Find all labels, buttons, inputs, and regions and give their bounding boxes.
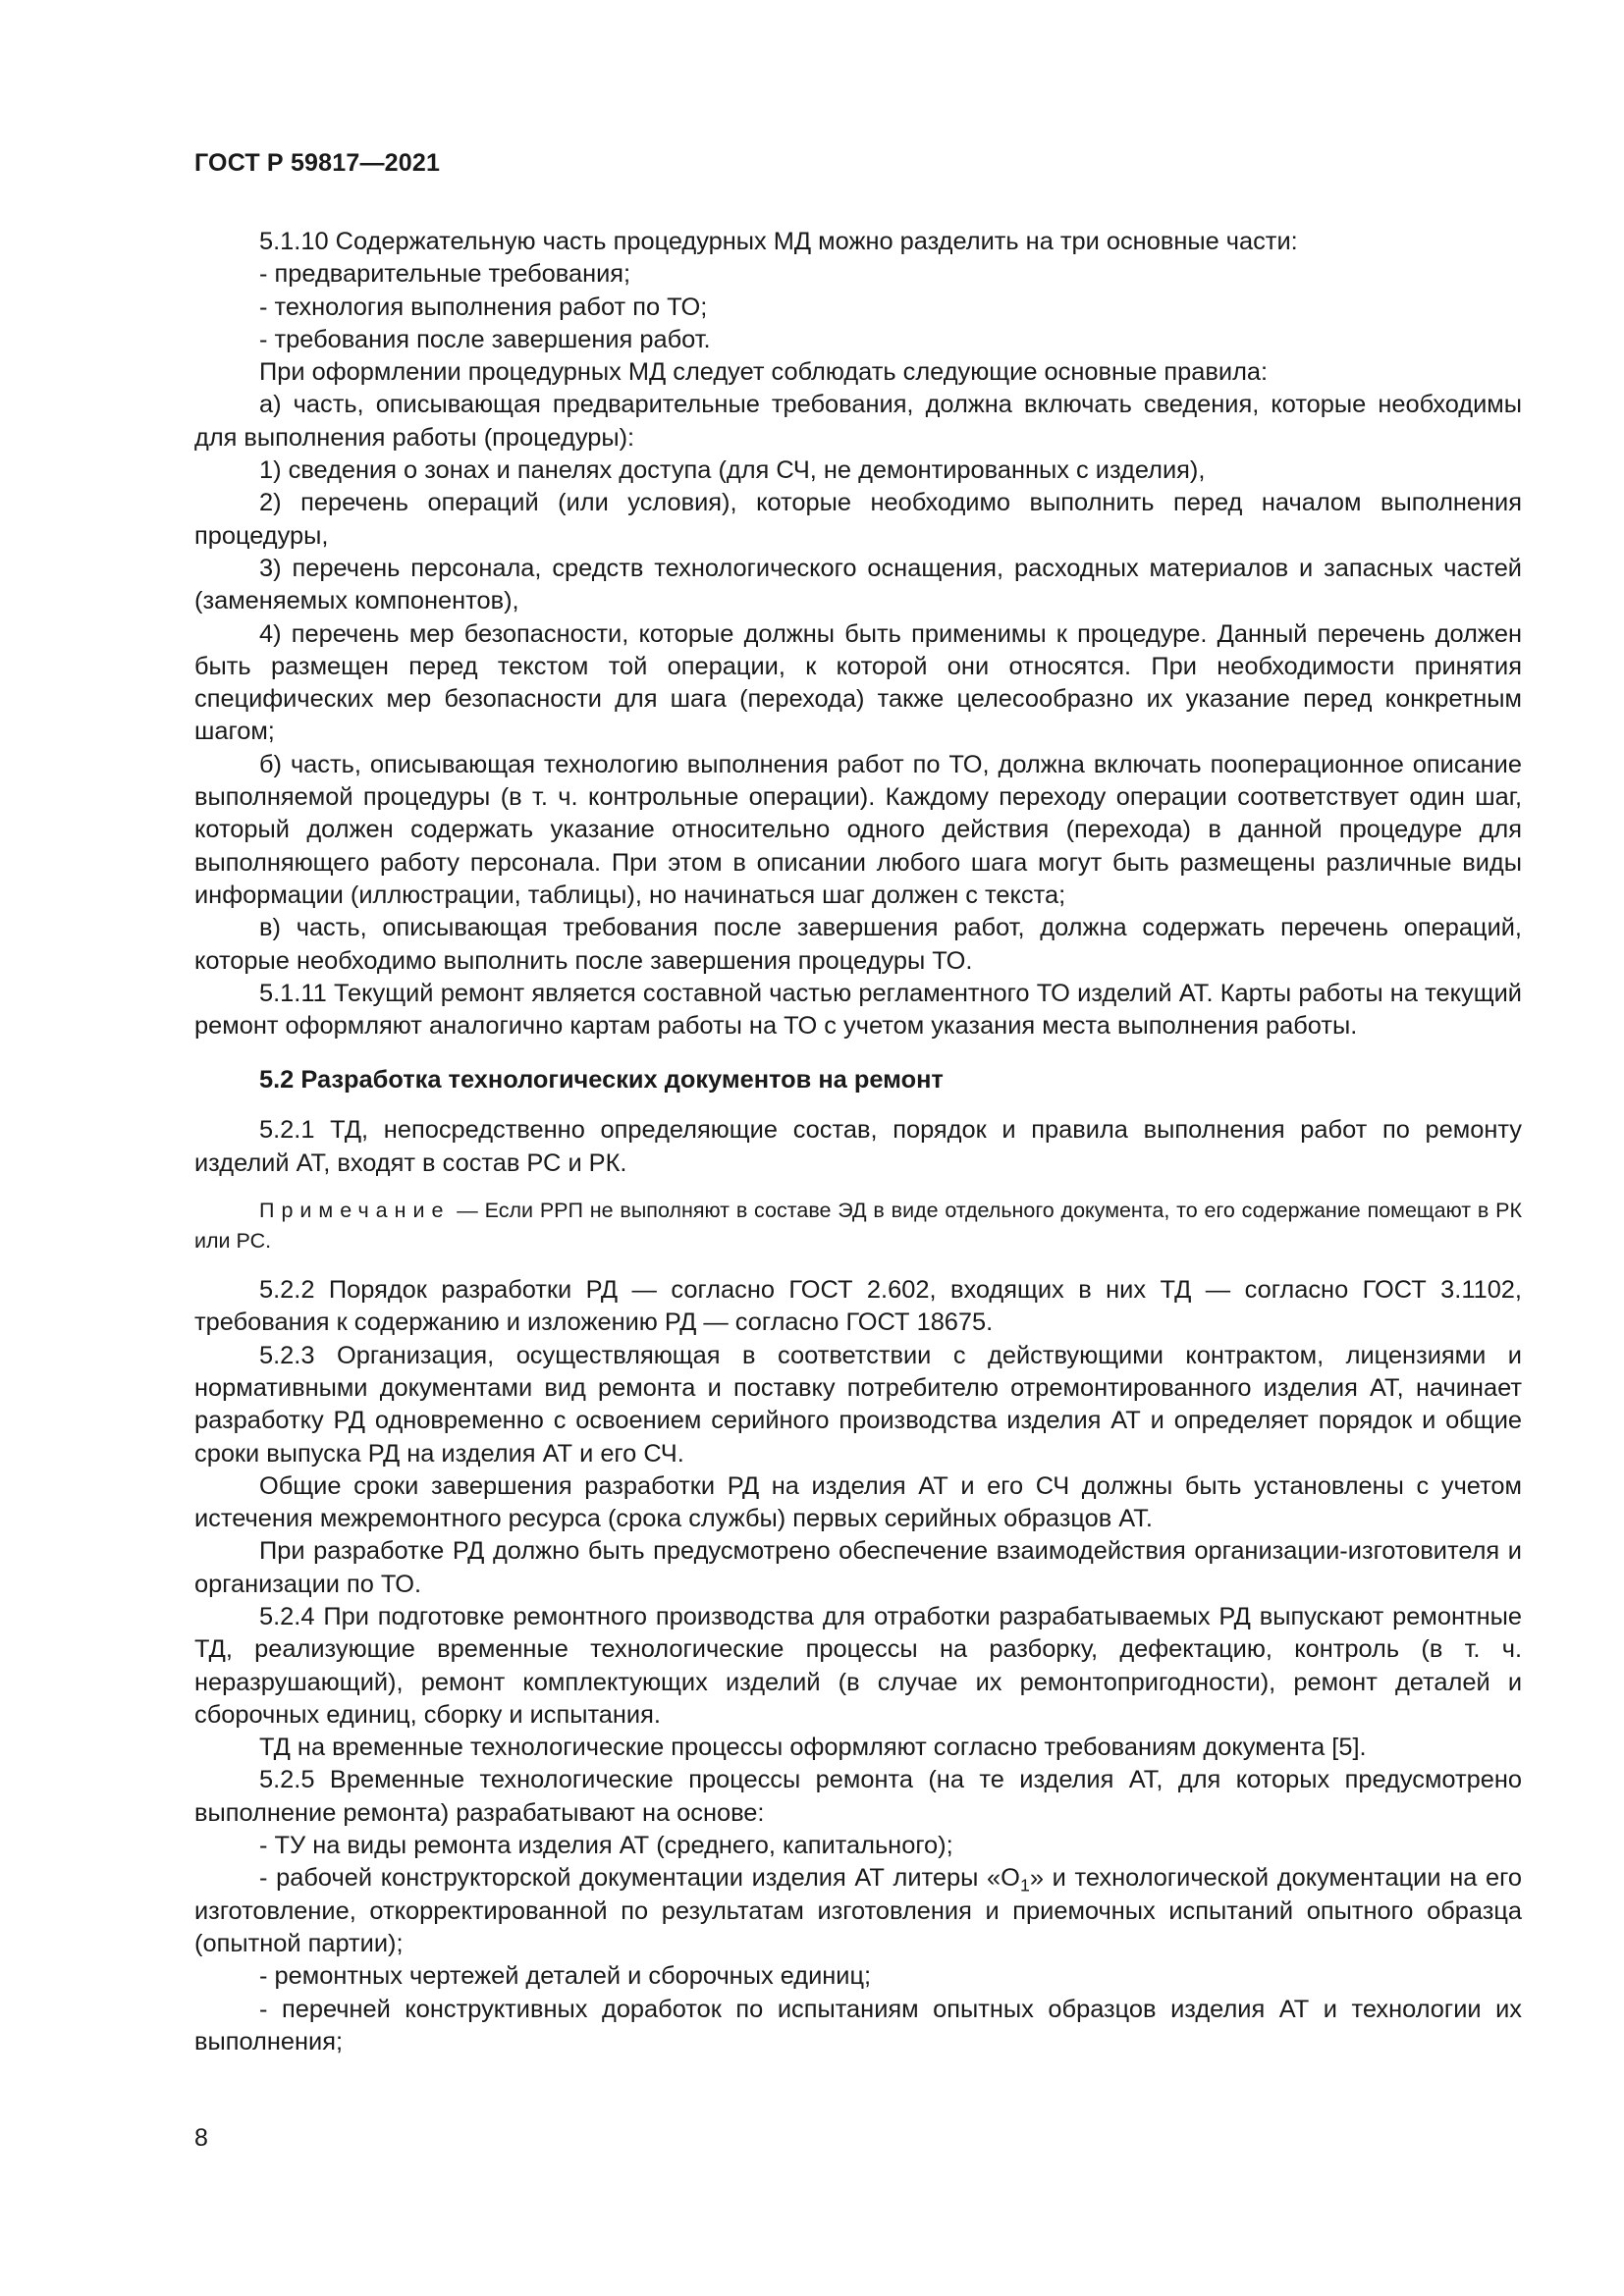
list-item: 3) перечень персонала, средств технологического оснащения, расходных материалов и запасных частей (заменяемых компонентов), [194,554,1522,615]
paragraph: 5.1.11 Текущий ремонт является составной частью регламентного ТО изделий АТ. Карты работы на текущий ремонт оформляют аналогично картам работы на ТО с учетом указания места выполнения работы. [194,979,1522,1041]
paragraph: в) часть, описывающая требования после завершения работ, должна содержать перечень операций, которые необходимо выполнить после завершения процедуры ТО. [194,914,1522,975]
paragraph: 5.1.10 Содержательную часть процедурных МД можно разделить на три основные части: [259,228,1298,255]
paragraph: При разработке РД должно быть предусмотрено обеспечение взаимодействия организации-изготовителя и организации по ТО. [194,1537,1522,1598]
page-body [194,226,1522,2058]
paragraph: б) часть, описывающая технологию выполнения работ по ТО, должна включать пооперационное описание выполняемой процедуры (в т. ч. контрольные операции). Каждому переходу операции соответствует один шаг, который должен содержать указание относительно одного действия (перехода) в данной процедуре для выполняющего работу персонала. При этом в описании любого шага могут быть размещены различные виды информации (иллюстрации, таблицы), но начинаться шаг должен с текста; [194,750,1522,909]
paragraph: а) часть, описывающая предварительные требования, должна включать сведения, которые необходимы для выполнения работы (процедуры): [194,391,1522,452]
list-item: - технология выполнения работ по ТО; [259,293,708,321]
list-item: - ТУ на виды ремонта изделия АТ (среднего, капитального); [259,1832,953,1860]
list-item: - требования после завершения работ. [259,325,711,353]
list-item [194,1862,1522,1960]
document-header: ГОСТ Р 59817—2021 [194,149,441,177]
paragraph: 5.2.5 Временные технологические процессы ремонта (на те изделия АТ, для которых предусмотрено выполнение ремонта) разрабатывают на основе: [194,1766,1522,1827]
paragraph: 5.2.3 Организация, осуществляющая в соответствии с действующими контрактом, лицензиями и нормативными документами вид ремонта и поставку потребителю отремонтированного изделия АТ, начинает разработку РД одновременно с освоением серийного производства изделия АТ и определяет порядок и общие сроки выпуска РД на изделия АТ и его СЧ. [194,1341,1522,1468]
list-item: - ремонтных чертежей деталей и сборочных единиц; [259,1962,872,1991]
list-item: - предварительные требования; [259,260,631,289]
note [194,1196,1522,1256]
note-label: Примечание [259,1199,451,1223]
text-part: » и технологической документации на его изготовление, откорректированной по результатам изготовления и приемочных испытаний опытного образца (опытной партии); [194,1864,1522,1957]
list-item: 2) перечень операций (или условия), которые необходимо выполнить перед началом выполнения процедуры, [194,489,1522,550]
paragraph: 5.2.1 ТД, непосредственно определяющие состав, порядок и правила выполнения работ по ремонту изделий АТ, входят в состав РС и РК. [194,1116,1522,1177]
paragraph: ТД на временные технологические процессы оформляют согласно требованиям документа [5]. [259,1734,1367,1762]
page-number: 8 [194,2124,208,2152]
section-heading: 5.2 Разработка технологических документов на ремонт [259,1066,944,1095]
paragraph: 5.2.4 При подготовке ремонтного производства для отработки разрабатываемых РД выпускают ремонтные ТД, реализующие временные технологические процессы на разборку, дефектацию, контроль (в т. ч. неразрушающий), ремонт комплектующих изделий (в случае их ремонтопригодности), ремонт деталей и сборочных единиц, сборку и испытания. [194,1602,1522,1729]
subscript: 1 [1019,1875,1030,1896]
list-item: 4) перечень мер безопасности, которые должны быть применимы к процедуре. Данный перечень должен быть размещен перед текстом той операции, к которой они относятся. При необходимости принятия специфических мер безопасности для шага (перехода) также целесообразно их указание перед конкретным шагом; [194,619,1522,746]
list-item: - перечней конструктивных доработок по испытаниям опытных образцов изделия АТ и технологии их выполнения; [194,1995,1522,2056]
text-part: - рабочей конструкторской документации изделия АТ литеры «О [259,1864,1020,1893]
paragraph: 5.2.2 Порядок разработки РД — согласно ГОСТ 2.602, входящих в них ТД — согласно ГОСТ 3.1102, требования к содержанию и изложению РД — согласно ГОСТ 18675. [194,1276,1522,1337]
paragraph: Общие сроки завершения разработки РД на изделия АТ и его СЧ должны быть установлены с учетом истечения межремонтного ресурса (срока службы) первых серийных образцов АТ. [194,1471,1522,1533]
list-item: 1) сведения о зонах и панелях доступа (для СЧ, не демонтированных с изделия), [259,456,1206,485]
note-text: — Если РРП не выполняют в составе ЭД в виде отдельного документа, то его содержание помещают в РК или РС. [194,1199,1522,1254]
paragraph: При оформлении процедурных МД следует соблюдать следующие основные правила: [259,358,1269,387]
